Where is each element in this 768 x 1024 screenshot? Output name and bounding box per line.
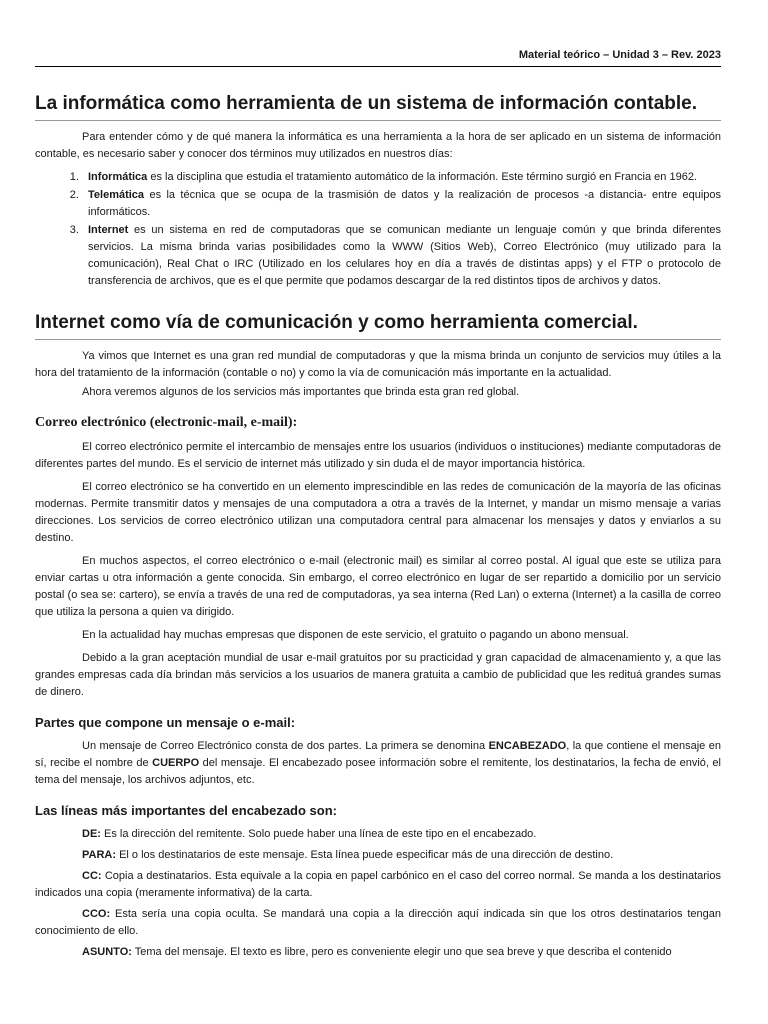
- text-run: del mensaje. El encabezado posee información sobre el remitente, los destinatarios, la fecha de envió, el tema del mensaje, los archivos adjuntos, etc.: [35, 756, 721, 786]
- section2-paragraph-2: Ahora veremos algunos de los servicios más importantes que brinda esta gran red global.: [82, 385, 520, 398]
- field-label: DE:: [82, 827, 101, 840]
- email-paragraph-2: El correo electrónico se ha convertido en un elemento imprescindible en las redes de comunicación de la mayoría de las oficinas modernas. Permite transmitir datos y mensajes de una computadora a otra a través de la Internet, y mandar un mismo mensaje a varias direcciones. Los servicios de correo electrónico utilizan una computadora central para almacenar los mensajes y datos y enviarlos a su destino.: [35, 480, 721, 544]
- list-item-telematica: [82, 187, 721, 221]
- field-cco: [35, 906, 721, 940]
- bold-term-encabezado: ENCABEZADO: [488, 739, 567, 752]
- field-label: PARA:: [82, 848, 117, 861]
- text-run: Un mensaje de Correo Electrónico consta de dos partes. La primera se denomina: [82, 739, 489, 752]
- email-paragraph-4: En la actualidad hay muchas empresas que disponen de este servicio, el gratuito o pagando un abono mensual.: [82, 628, 629, 641]
- field-text: El o los destinatarios de este mensaje. Esta línea puede especificar más de una dirección de destino.: [116, 848, 614, 861]
- email-paragraph-1: El correo electrónico permite el intercambio de mensajes entre los usuarios (individuos o instituciones) mediante computadoras de diferentes partes del mundo. Es el servicio de internet más utilizado y sin duda el de mayor importancia histórica.: [35, 440, 721, 470]
- header-fields: [35, 826, 721, 961]
- running-header: Material teórico – Unidad 3 – Rev. 2023: [35, 0, 721, 67]
- section-title-internet: Internet como vía de comunicación y como herramienta comercial.: [35, 312, 721, 340]
- term-text: es la técnica que se ocupa de la trasmisión de datos y la realización de procesos -a distancia- entre equipos informáticos.: [88, 188, 721, 218]
- term-label: Informática: [88, 170, 148, 183]
- definitions-list: [35, 169, 721, 290]
- list-item-informatica: [82, 169, 721, 186]
- bold-term-cuerpo: CUERPO: [152, 756, 200, 769]
- field-cc: [35, 868, 721, 902]
- section1-intro: Para entender cómo y de qué manera la informática es una herramienta a la hora de ser aplicado en un sistema de información contable, es necesario saber y conocer dos términos muy utilizados en nuestros días:: [35, 130, 721, 160]
- section-title-informatica: La informática como herramienta de un sistema de información contable.: [35, 93, 721, 121]
- section2-paragraph-1: Ya vimos que Internet es una gran red mundial de computadoras y que la misma brinda un conjunto de servicios muy útiles a la hora del tratamiento de la información (contable o no) y como la vía de comunicación más importante en la actualidad.: [35, 349, 721, 379]
- field-para: [35, 847, 721, 864]
- field-de: [35, 826, 721, 843]
- email-heading: Correo electrónico (electronic-mail, e-mail):: [35, 414, 298, 430]
- field-asunto: [35, 944, 721, 961]
- field-text: Copia a destinatarios. Esta equivale a la copia en papel carbónico en el caso del correo normal. Se manda a los destinatarios indicados una copia (meramente informativa) de la carta.: [35, 869, 721, 899]
- field-label: CC:: [82, 869, 102, 882]
- text-run: , la que contiene el mensaje en sí, recibe el nombre de: [35, 739, 721, 769]
- field-text: Tema del mensaje. El texto es libre, pero es conveniente elegir uno que sea breve y que describa el contenido: [131, 945, 672, 958]
- header-lines-heading: Las líneas más importantes del encabezado son:: [35, 802, 337, 818]
- term-text: es la disciplina que estudia el tratamiento automático de la información. Este término surgió en Francia en 1962.: [147, 170, 697, 183]
- email-paragraph-3: En muchos aspectos, el correo electrónico o e-mail (electronic mail) es similar al correo postal. Al igual que este se utiliza para enviar cartas u otra información a gente conocida. Sin embargo, el correo electrónico en lugar de ser repartido a domicilio por un servicio postal (o sea se: cartero), se envía a través de una red de computadoras, ya sea interna (Red Lan) o externa (Internet) a la casilla de correo que utiliza la persona a quien va dirigido.: [35, 554, 721, 618]
- email-paragraph-5: Debido a la gran aceptación mundial de usar e-mail gratuitos por su practicidad y gran capacidad de almacenamiento y, a que las grandes empresas cada día brindan más servicios a los usuarios de manera gratuita a cambio de publicidad que les redituá grandes sumas de dinero.: [35, 651, 721, 698]
- field-text: Es la dirección del remitente. Solo puede haber una línea de este tipo en el encabezado.: [100, 827, 537, 840]
- term-text: es un sistema en red de computadoras que se comunican mediante un lenguaje común y que brinda diferentes servicios. La misma brinda varias posibilidades como la WWW (Sitios Web), Correo Electrónico (muy utilizado para la comunicación), Real Chat o IRC (Utilizado en los celulares hoy en día a través de distintas apps) y el FTP o protocolo de transferencia de archivos, que es el que permite que podamos descargar de la red distintos tipos de archivos y datos.: [88, 223, 721, 287]
- term-label: Telemática: [88, 188, 145, 201]
- term-label: Internet: [88, 223, 129, 236]
- message-parts-paragraph: [35, 738, 721, 789]
- field-label: ASUNTO:: [82, 945, 132, 958]
- field-text: Esta sería una copia oculta. Se mandará una copia a la dirección aquí indicada sin que los otros destinatarios tengan conocimiento de ello.: [35, 907, 721, 937]
- field-label: CCO:: [82, 907, 111, 920]
- message-parts-heading: Partes que compone un mensaje o e-mail:: [35, 714, 296, 730]
- list-item-internet: [82, 222, 721, 290]
